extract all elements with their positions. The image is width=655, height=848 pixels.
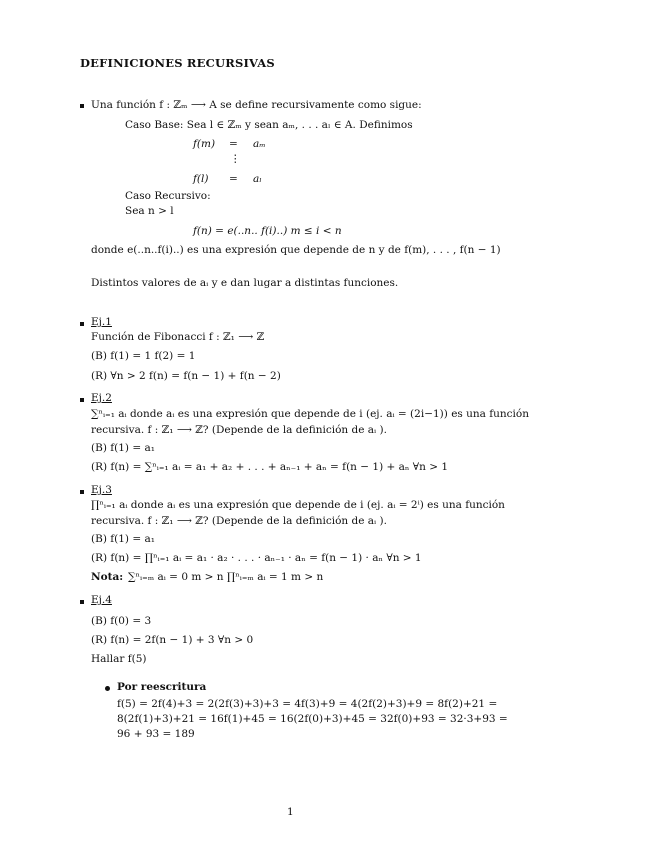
bullet: [80, 104, 84, 108]
intro-line: Una función f : ℤₘ ⟶ A se define recursivamente como sigue:: [91, 99, 422, 111]
eq1-rel: =: [229, 138, 238, 150]
bullet: [80, 398, 84, 402]
ej4-base: (B) f(0) = 3: [91, 615, 152, 627]
recursive-case-label: Caso Recursivo:: [125, 190, 211, 202]
vdots: ⋮: [230, 153, 241, 165]
base-case-line: Caso Base: Sea l ∈ ℤₘ y sean aₘ, . . . aₗ ∈ A. Definimos: [125, 119, 413, 131]
rewrite-line-2: 8(2f(1)+3)+21 = 16f(1)+45 = 16(2f(0)+3)+45 = 32f(0)+93 = 32·3+93 =: [117, 713, 508, 725]
ej3-description-2: recursiva. f : ℤ₁ ⟶ ℤ? (Depende de la definición de aᵢ ).: [91, 515, 387, 527]
bullet: [80, 322, 84, 326]
ej1-label: Ej.1: [91, 316, 112, 328]
ej1-recursive: (R) ∀n > 2 f(n) = f(n − 1) + f(n − 2): [91, 370, 281, 382]
page-number: 1: [287, 806, 294, 818]
where-line: donde e(..n..f(i)..) es una expresión que depende de n y de f(m), . . . , f(n − 1): [91, 244, 501, 256]
let-n-line: Sea n > l: [125, 205, 174, 217]
ej2-base: (B) f(1) = a₁: [91, 442, 155, 454]
rewrite-line-1: f(5) = 2f(4)+3 = 2(2f(3)+3)+3 = 4f(3)+9 = 4(2f(2)+3)+9 = 8f(2)+21 =: [117, 698, 498, 710]
eq1-lhs: f(m): [193, 138, 216, 150]
bullet: [80, 600, 84, 604]
ej2-description-2: recursiva. f : ℤ₁ ⟶ ℤ? (Depende de la definición de aᵢ ).: [91, 424, 387, 436]
rewrite-line-3: 96 + 93 = 189: [117, 728, 195, 740]
eq2-rel: =: [229, 173, 238, 185]
page-title: DEFINICIONES RECURSIVAS: [80, 56, 275, 70]
ej1-base: (B) f(1) = 1 f(2) = 1: [91, 350, 196, 362]
ej3-recursive: (R) f(n) = ∏ⁿᵢ₌₁ aᵢ = a₁ · a₂ · . . . · aₙ₋₁ · aₙ = f(n − 1) · aₙ ∀n > 1: [91, 552, 422, 564]
ej3-label: Ej.3: [91, 484, 112, 496]
ej3-note-label: Nota:: [91, 571, 124, 583]
ej4-label: Ej.4: [91, 594, 112, 606]
eq2-lhs: f(l): [193, 173, 209, 185]
ej3-description-1: ∏ⁿᵢ₌₁ aᵢ donde aᵢ es una expresión que depende de i (ej. aᵢ = 2ⁱ) es una función: [91, 499, 505, 511]
ej2-recursive: (R) f(n) = ∑ⁿᵢ₌₁ aᵢ = a₁ + a₂ + . . . + aₙ₋₁ + aₙ = f(n − 1) + aₙ ∀n > 1: [91, 461, 449, 473]
ej4-recursive: (R) f(n) = 2f(n − 1) + 3 ∀n > 0: [91, 634, 254, 646]
eq2-rhs: aₗ: [253, 173, 262, 185]
ej3-note: ∑ⁿᵢ₌ₘ aᵢ = 0 m > n ∏ⁿᵢ₌ₘ aᵢ = 1 m > n: [128, 571, 324, 583]
ej2-description-1: ∑ⁿᵢ₌₁ aᵢ donde aᵢ es una expresión que depende de i (ej. aᵢ = (2i−1)) es una función: [91, 408, 529, 420]
sub-bullet: [105, 686, 110, 691]
recursive-equation: f(n) = e(..n.. f(i)..) m ≤ i < n: [193, 225, 342, 237]
ej4-find: Hallar f(5): [91, 653, 147, 665]
eq1-rhs: aₘ: [253, 138, 266, 150]
ej2-label: Ej.2: [91, 392, 112, 404]
rewrite-title: Por reescritura: [117, 681, 207, 693]
ej3-base: (B) f(1) = a₁: [91, 533, 155, 545]
ej1-description: Función de Fibonacci f : ℤ₁ ⟶ ℤ: [91, 331, 265, 343]
note-line: Distintos valores de aᵢ y e dan lugar a distintas funciones.: [91, 277, 399, 289]
bullet: [80, 490, 84, 494]
